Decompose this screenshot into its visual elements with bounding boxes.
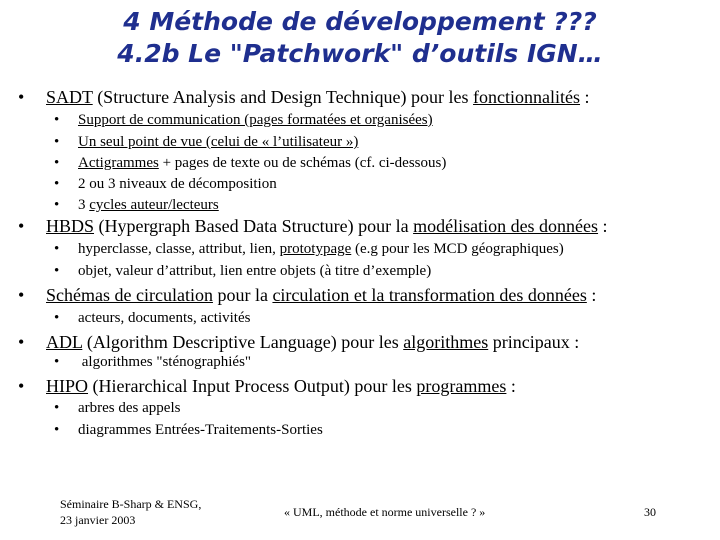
underlined-term: Support de communication (pages formatées et organisées) (78, 112, 433, 128)
text-segment: algorithmes "sténographiés" (78, 354, 252, 370)
text-segment: : (506, 376, 516, 396)
text-segment: arbres des appels (78, 400, 181, 416)
bullet-icon: • (54, 400, 60, 416)
bullet-item (18, 375, 516, 397)
underlined-term: algorithmes (403, 332, 489, 352)
text-segment: diagrammes Entrées-Traitements-Sorties (78, 422, 323, 438)
bullet-icon: • (54, 354, 60, 370)
text-segment: 2 ou 3 niveaux de décomposition (78, 176, 277, 192)
underlined-term: circulation et la transformation des données (272, 285, 587, 305)
page-number: 30 (644, 505, 656, 519)
text-segment: (Hypergraph Based Data Structure) pour la (94, 216, 414, 236)
bullet-icon: • (54, 422, 60, 438)
title-line-2: 4.2b Le "Patchwork" d’outils IGN… (117, 39, 603, 68)
text-segment: + pages de texte ou de schémas (cf. ci-dessous) (158, 155, 447, 171)
sub-bullet-item (54, 195, 219, 215)
sub-bullet-item (54, 352, 251, 372)
underlined-term: modélisation des données (413, 216, 599, 236)
bullet-icon: • (54, 241, 60, 257)
bullet-item (18, 215, 608, 237)
sub-bullet-item (54, 153, 446, 173)
underlined-term: Un seul point de vue (celui de « l’utilisateur ») (78, 134, 359, 150)
sub-bullet-item (54, 132, 358, 152)
bullet-icon: • (54, 134, 60, 150)
text-segment: hyperclasse, classe, attribut, lien, (78, 241, 280, 257)
footer-event: Séminaire B-Sharp & ENSG, (60, 497, 202, 511)
underlined-term: fonctionnalités (473, 87, 581, 107)
text-segment: 3 (78, 197, 90, 213)
bullet-icon: • (18, 285, 25, 305)
underlined-term: HIPO (46, 376, 89, 396)
text-segment: pour la (212, 285, 273, 305)
slide-title (0, 6, 720, 70)
underlined-term: cycles auteur/lecteurs (89, 197, 219, 213)
text-segment: (e.g pour les MCD géographiques) (351, 241, 564, 257)
sub-bullet-item (54, 110, 433, 130)
text-segment: (Algorithm Descriptive Language) pour les (82, 332, 404, 352)
text-segment: : (598, 216, 608, 236)
bullet-icon: • (54, 197, 60, 213)
bullet-icon: • (18, 376, 25, 396)
bullet-icon: • (18, 216, 25, 236)
bullet-icon: • (54, 263, 60, 279)
underlined-term: Actigrammes (78, 155, 159, 171)
text-segment: acteurs, documents, activités (78, 310, 251, 326)
footer-left (60, 496, 201, 528)
footer-date: 23 janvier 2003 (60, 513, 136, 527)
text-segment: (Structure Analysis and Design Technique) pour les (92, 87, 474, 107)
sub-bullet-item (54, 308, 250, 328)
underlined-term: ADL (46, 332, 83, 352)
underlined-term: programmes (416, 376, 507, 396)
bullet-item (18, 284, 596, 306)
text-segment: (Hierarchical Input Process Output) pour les (88, 376, 417, 396)
sub-bullet-item (54, 420, 323, 440)
underlined-term: Schémas de circulation (46, 285, 213, 305)
text-segment: principaux : (488, 332, 580, 352)
sub-bullet-item (54, 261, 431, 281)
sub-bullet-item (54, 398, 180, 418)
text-segment: objet, valeur d’attribut, lien entre objets (à titre d’exemple) (78, 263, 432, 279)
bullet-icon: • (54, 155, 60, 171)
bullet-icon: • (18, 87, 25, 107)
bullet-icon: • (54, 176, 60, 192)
text-segment: : (580, 87, 590, 107)
underlined-term: prototypage (279, 241, 352, 257)
sub-bullet-item (54, 174, 277, 194)
bullet-item (18, 331, 579, 353)
footer-center: « UML, méthode et norme universelle ? » (284, 505, 486, 519)
bullet-icon: • (18, 332, 25, 352)
bullet-icon: • (54, 310, 60, 326)
underlined-term: SADT (46, 87, 93, 107)
bullet-icon: • (54, 112, 60, 128)
underlined-term: HBDS (46, 216, 95, 236)
title-line-1: 4 Méthode de développement ??? (123, 7, 597, 36)
text-segment: : (586, 285, 597, 305)
sub-bullet-item (54, 239, 564, 259)
bullet-item (18, 86, 590, 108)
